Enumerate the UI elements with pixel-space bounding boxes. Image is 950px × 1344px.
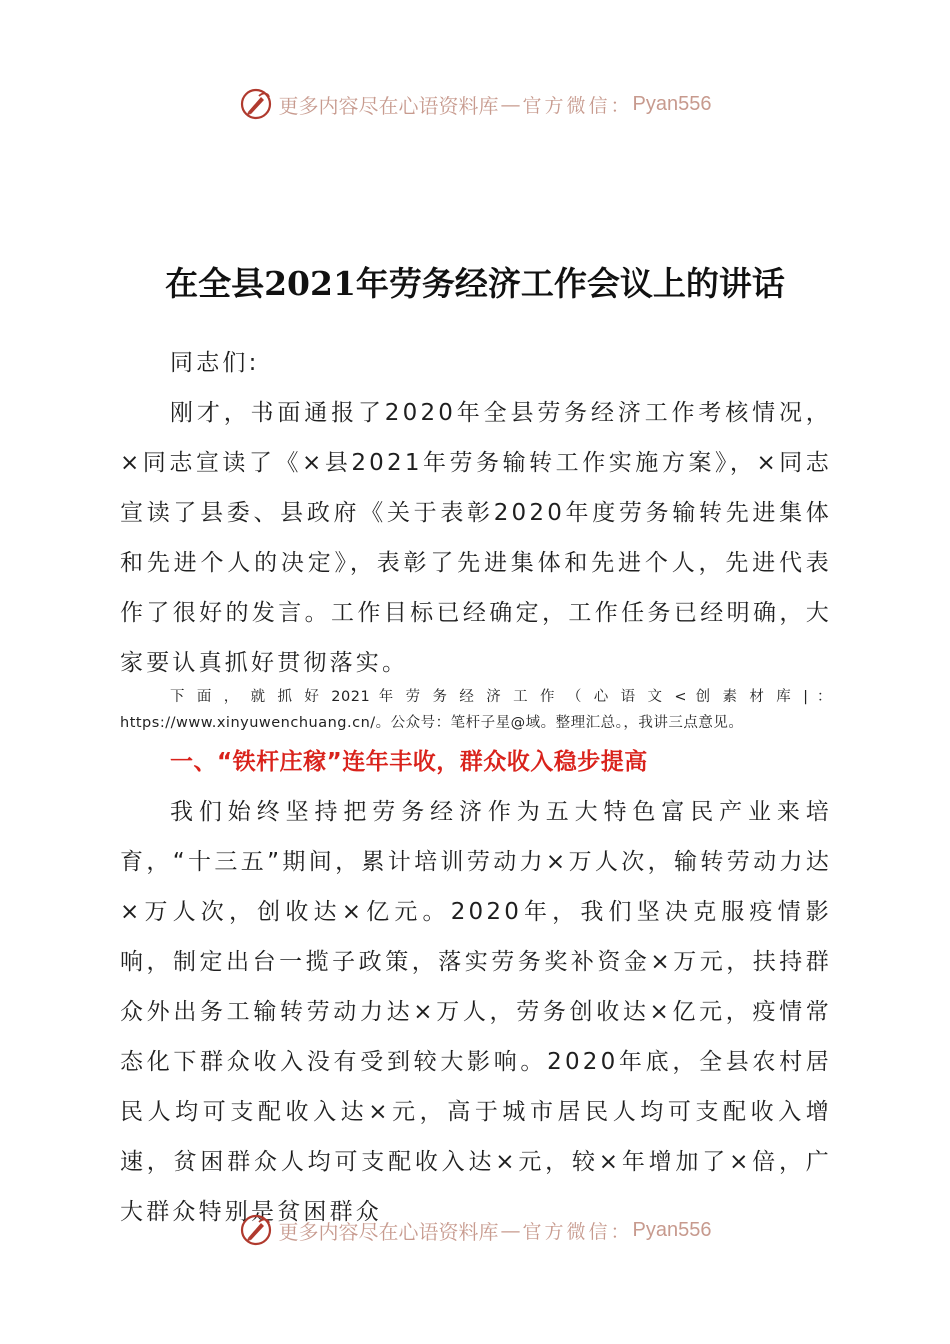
banner-separator: — xyxy=(500,1218,521,1242)
banner-wechat-id: Pyan556 xyxy=(632,1218,712,1241)
banner-wechat-label: 官方微信： xyxy=(522,1220,633,1243)
paragraph-2: 我们始终坚持把劳务经济作为五大特色富民产业来培育，“十三五”期间，累计培训劳动力×万人次，输转劳动力达×万人次，创收达×亿元。2020年，我们坚决克服疫情影响，制定出台一揽子政策，落实劳务奖补资金×万元，扶持群众外出务工输转劳动力达×万人，劳务创收达×亿元，疫情常态化下群众收入没有受到较大影响。2020年底，全县农村居民人均可支配收入达×元，高于城市居民人均可支配收入增速，贫困群众人均可支配收入达×元，较×年增加了×倍，广大群众特别是贫困群众 xyxy=(120,799,832,1225)
banner-wechat-id: Pyan556 xyxy=(632,92,712,115)
section-heading-1: 一、“铁杆庄稼”连年丰收，群众收入稳步提高 xyxy=(170,749,648,775)
greeting: 同志们: xyxy=(170,350,260,376)
pen-logo-icon xyxy=(239,1213,273,1247)
banner-text: 更多内容尽在心语资料库 xyxy=(278,1219,499,1244)
paragraph-1: 刚才，书面通报了2020年全县劳务经济工作考核情况，×同志宣读了《×县2021年劳务输转工作实施方案》，×同志宣读了县委、县政府《关于表彰2020年度劳务输转先进集体和先进个人的决定》，表彰了先进集体和先进个人，先进代表作了很好的发言。工作目标已经确定，工作任务已经明确，大家要认真抓好贯彻落实。 xyxy=(120,400,832,676)
footer-watermark-banner xyxy=(0,1210,950,1250)
banner-separator: — xyxy=(500,92,521,116)
source-note: 下 面 ， 就 抓 好 2021 年 劳 务 经 济 工 作 （ 心 语 文 < 创 素 材 库 | ： https://www.xinyuwenchuang.cn/。公众号：笔杆子星@域。整理汇总。，我讲三点意见。 xyxy=(120,689,832,731)
pen-logo-icon xyxy=(239,87,273,121)
header-watermark-banner xyxy=(0,84,950,124)
banner-text: 更多内容尽在心语资料库 xyxy=(278,93,499,118)
banner-wechat-label: 官方微信： xyxy=(522,94,633,117)
document-title: 在全县2021年劳务经济工作会议上的讲话 xyxy=(165,264,785,303)
